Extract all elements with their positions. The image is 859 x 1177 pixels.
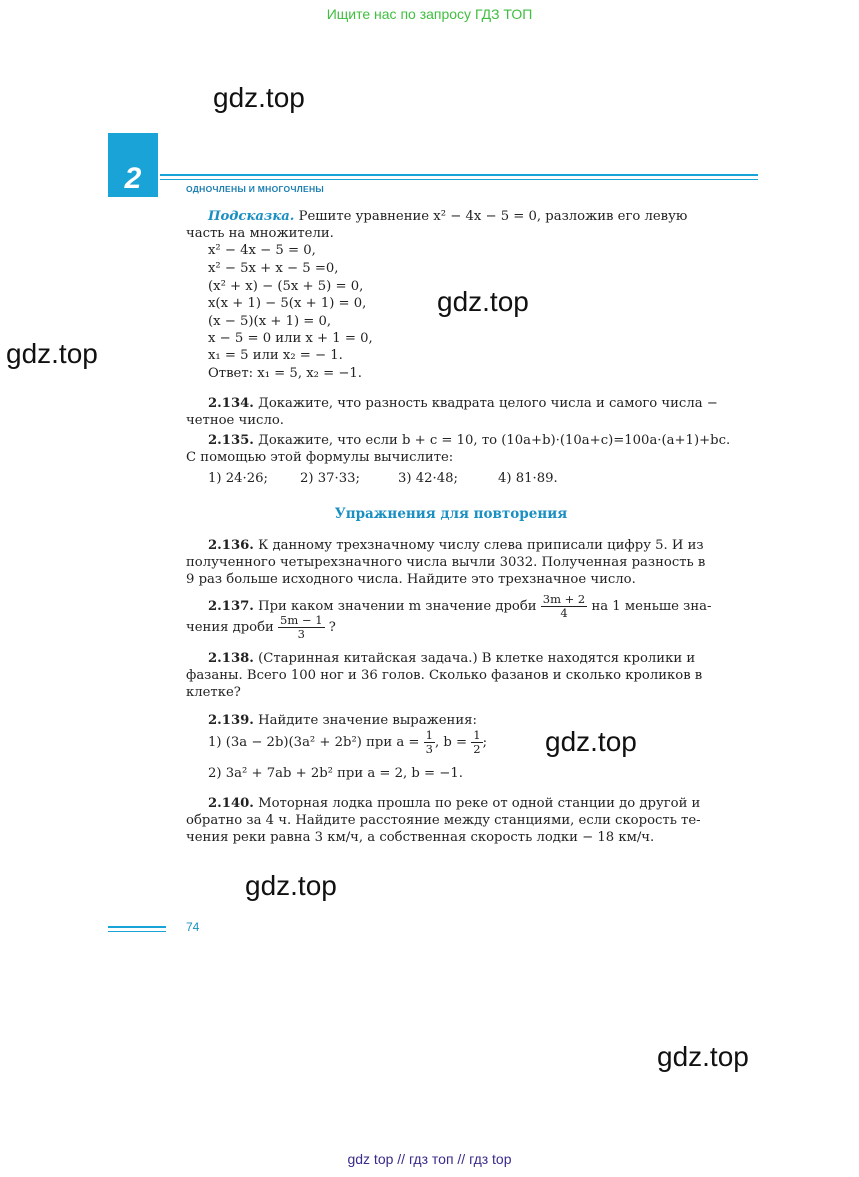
- problem-text: , b =: [434, 735, 468, 750]
- answer-item: 4) 81·89.: [498, 471, 558, 486]
- problem-number: 2.134.: [208, 396, 254, 411]
- hint-step: x(x + 1) − 5(x + 1) = 0,: [208, 296, 367, 311]
- problem-text: на 1 меньше зна-: [591, 599, 712, 614]
- hint-text: часть на множители.: [186, 226, 334, 241]
- hint-step: (x² + x) − (5x + 5) = 0,: [208, 279, 364, 294]
- hint-text: Решите уравнение x² − 4x − 5 = 0, разложив его левую: [298, 209, 688, 224]
- problem-number: 2.136.: [208, 538, 254, 553]
- problem-2136: [208, 537, 704, 554]
- fraction-denominator: 4: [560, 606, 568, 620]
- problem-text: четное число.: [186, 413, 284, 428]
- fraction: [278, 614, 325, 641]
- hint-line: [208, 208, 687, 225]
- problem-text: ;: [482, 735, 488, 750]
- fraction: [424, 729, 435, 756]
- watermark: gdz.top: [437, 286, 529, 317]
- problem-text: a =: [396, 735, 420, 750]
- page-number: 74: [186, 920, 200, 934]
- header-rule: [160, 174, 758, 176]
- hint-step: Ответ: x₁ = 5, x₂ = −1.: [208, 366, 362, 381]
- problem-2134: [208, 395, 718, 412]
- fraction-numerator: 1: [425, 728, 433, 742]
- problem-text: клетке?: [186, 685, 241, 700]
- problem-2135: [208, 432, 730, 449]
- problem-text: полученного четырехзначного числа вычли 3032. Полученная разность в: [186, 555, 706, 570]
- answer-item: 3) 42·48;: [398, 471, 458, 486]
- hint-step: (x − 5)(x + 1) = 0,: [208, 314, 332, 329]
- problem-item: 2) 3a² + 7ab + 2b² при a = 2, b = −1.: [208, 766, 463, 781]
- top-banner: Ищите нас по запросу ГДЗ ТОП: [326, 6, 533, 22]
- fraction-denominator: 3: [425, 742, 433, 756]
- hint-label: Подсказка.: [208, 209, 295, 224]
- watermark: gdz.top: [545, 726, 637, 757]
- fraction-denominator: 3: [297, 627, 305, 641]
- footer-links: gdz top // гдз топ // гдз top: [347, 1151, 512, 1167]
- fraction-denominator: 2: [473, 742, 481, 756]
- problem-text: Найдите значение выражения:: [258, 713, 477, 728]
- problem-text: 1) (3a − 2b)(3a² + 2b²) при: [208, 735, 393, 750]
- section-title: Упражнения для повторения: [334, 506, 568, 522]
- problem-number: 2.140.: [208, 796, 254, 811]
- problem-text: С помощью этой формулы вычислите:: [186, 450, 454, 465]
- problem-number: 2.135.: [208, 433, 254, 448]
- answer-item: 2) 37·33;: [300, 471, 360, 486]
- header-rule: [160, 179, 758, 180]
- watermark: gdz.top: [213, 82, 305, 113]
- fraction: [541, 593, 588, 620]
- chapter-number: 2: [124, 162, 142, 195]
- problem-text: чения дроби: [186, 620, 274, 635]
- hint-step: x − 5 = 0 или x + 1 = 0,: [208, 331, 373, 346]
- hint-step: x₁ = 5 или x₂ = − 1.: [208, 348, 343, 363]
- problem-text: фазаны. Всего 100 ног и 36 голов. Сколько фазанов и сколько кроликов в: [186, 668, 703, 683]
- problem-2140: [208, 795, 700, 812]
- problem-text: [186, 613, 336, 643]
- fraction-numerator: 3m + 2: [542, 592, 586, 606]
- problem-2139: [208, 712, 477, 729]
- problem-number: 2.139.: [208, 713, 254, 728]
- problem-text: чения реки равна 3 км/ч, а собственная скорость лодки − 18 км/ч.: [186, 830, 655, 845]
- fraction: [471, 729, 482, 756]
- hint-step: x² − 4x − 5 = 0,: [208, 243, 316, 258]
- problem-item: [208, 728, 487, 758]
- answer-item: 1) 24·26;: [208, 471, 268, 486]
- problem-text: К данному трехзначному числу слева приписали цифру 5. И из: [258, 538, 704, 553]
- problem-text: Моторная лодка прошла по реке от одной станции до другой и: [258, 796, 701, 811]
- fraction-numerator: 5m − 1: [280, 613, 323, 627]
- footer-rule: [108, 931, 166, 932]
- problem-text: ?: [328, 620, 336, 635]
- watermark: gdz.top: [657, 1041, 749, 1072]
- chapter-title: ОДНОЧЛЕНЫ И МНОГОЧЛЕНЫ: [186, 184, 325, 194]
- fraction-numerator: 1: [473, 728, 481, 742]
- problem-text: Докажите, что разность квадрата целого числа и самого числа −: [258, 396, 718, 411]
- hint-step: x² − 5x + x − 5 =0,: [208, 261, 339, 276]
- problem-number: 2.138.: [208, 651, 254, 666]
- problem-number: 2.137.: [208, 599, 254, 614]
- footer-rule: [108, 926, 166, 928]
- problem-text: обратно за 4 ч. Найдите расстояние между станциями, если скорость те-: [186, 813, 701, 828]
- problem-2138: [208, 650, 695, 667]
- problem-text: (Старинная китайская задача.) В клетке находятся кролики и: [258, 651, 696, 666]
- problem-text: 9 раз больше исходного числа. Найдите это трехзначное число.: [186, 572, 636, 587]
- watermark: gdz.top: [6, 338, 98, 369]
- problem-text: Докажите, что если b + c = 10, то (10a+b)·(10a+c)=100a·(a+1)+bc.: [258, 433, 731, 448]
- problem-text: При каком значении m значение дроби: [258, 599, 537, 614]
- watermark: gdz.top: [245, 870, 337, 901]
